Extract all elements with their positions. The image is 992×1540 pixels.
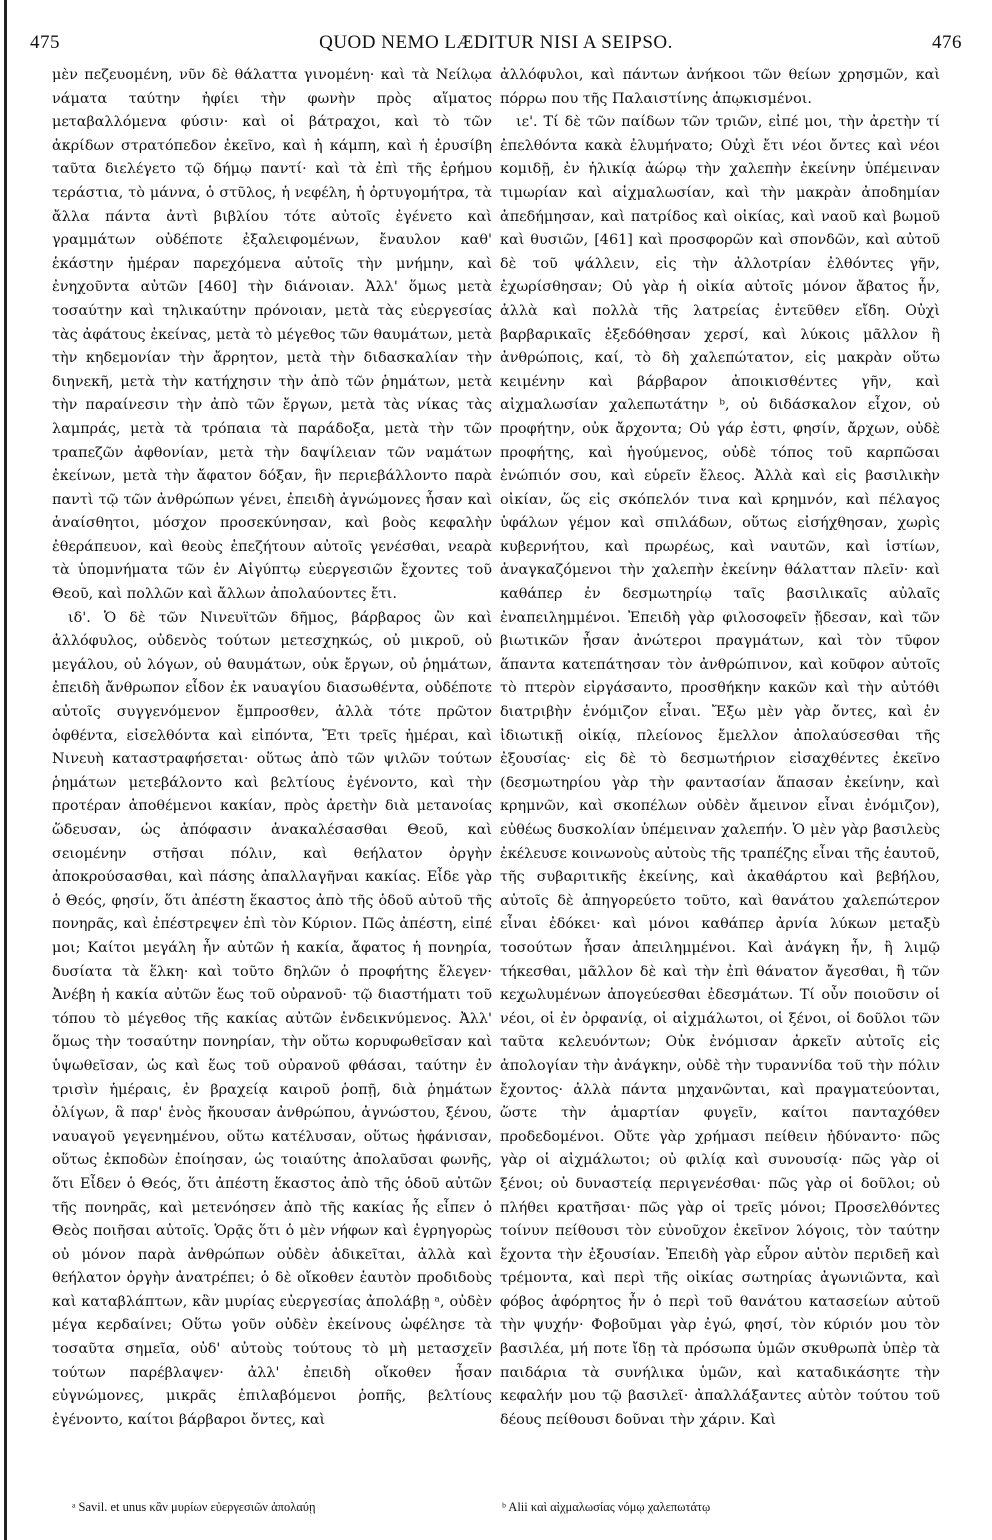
- paragraph: μὲν πεζευομένη, νῦν δὲ θάλαττα γινομένη· καὶ τὰ Νείλῳα νάματα ταύτην ἠφίει τὴν φωνὴν πρὸς αἵματος μεταβαλλόμενα φύσιν· καὶ οἱ βάτραχοι, καὶ τὸ τῶν ἀκρίδων στρατόπεδον ἐκεῖνο, καὶ ἡ κάμπη, καὶ ἡ ἐρυσίβη ταῦτα διελέγετο τῷ δήμῳ παντί· καὶ τὰ ἐπὶ τῆς ἐρήμου τεράστια, τὸ μάννα, ὁ στῦλος, ἡ νεφέλη, ἡ ὀρτυγομήτρα, τὰ ἄλλα πάντα ἀντὶ βιβλίου τότε αὐτοῖς ἐγένετο καὶ γραμμάτων οὐδέποτε ἐξαλειφομένων, ἔναυλον καθ' ἑκάστην ἡμέραν παρεχόμενα αὐτοῖς τὴν μνήμην, καὶ ἐνηχοῦντα αὐτῶν [460] τὴν διάνοιαν. Ἀλλ' ὅμως μετὰ τοσαύτην καὶ τηλικαύτην πρόνοιαν, μετὰ τὰς εὐεργεσίας τὰς ἀφάτους ἐκείνας, μετὰ τὸ μέγεθος τῶν θαυμάτων, μετὰ τὴν κηδεμονίαν τὴν ἄρρητον, μετὰ τὴν διδασκαλίαν τὴν διηνεκῆ, μετὰ τὴν κατήχησιν τὴν ἀπὸ τῶν ῥημάτων, μετὰ τὴν παραίνεσιν τὴν ἀπὸ τῶν ἔργων, μετὰ τὰς νίκας τὰς λαμπράς, μετὰ τὰ τρόπαια τὰ παράδοξα, μετὰ τὴν τῶν τραπεζῶν ἀφθονίαν, μετὰ τὴν δαψίλειαν τῶν ναμάτων ἐκείνων, μετὰ τὴν ἄφατον δόξαν, ἣν περιεβάλλοντο παρὰ παντὶ τῷ τῶν ἀνθρώπων γένει, ἐπειδὴ ἀγνώμονες ἦσαν καὶ ἀναίσθητοι, μόσχον προσεκύνησαν, καὶ βοὸς κεφαλὴν ἐθεράπευον, καὶ θεοὺς ἐπεζήτουν αὐτοῖς γενέσθαι, νεαρὰ τὰ ὑπομνήματα τῶν ἐν Αἰγύπτῳ εὐεργεσιῶν ἔχοντες τοῦ Θεοῦ, καὶ πολλῶν καὶ ἄλλων ἀπολαύοντες ἔτι.: [52, 67, 492, 603]
- footnote-b: ᵇ Alii καὶ αἰχμαλωσίας νόμῳ χαλεπωτάτῳ: [502, 1500, 711, 1514]
- binding-edge: [4, 0, 7, 1540]
- page-number-right: 476: [932, 32, 962, 53]
- footnote-a: ᵃ Savil. et unus κἂν μυρίων εὐεργεσιῶν ἀπολαύῃ: [72, 1500, 316, 1514]
- paragraph-section-14: ιδ'. Ὁ δὲ τῶν Νινευϊτῶν δῆμος, βάρβαρος ὢν καὶ ἀλλόφυλος, οὐδενὸς τούτων μετεσχηκώς, οὐ μικροῦ, οὐ μεγάλου, οὐ λόγων, οὐ θαυμάτων, οὐκ ἔργων, οὐ ῥημάτων, ἐπειδὴ ἄνθρωπον εἶδον ἐκ ναυαγίου διασωθέντα, οὐδέποτε αὐτοῖς συγγενόμενον ἔμπροσθεν, ἀλλὰ τότε πρῶτον ὀφθέντα, εἰσελθόντα καὶ εἰπόντα, Ἔτι τρεῖς ἡμέραι, καὶ Νινευὴ καταστραφήσεται· οὕτως ἀπὸ τῶν ψιλῶν τούτων ῥημάτων μετεβάλοντο καὶ βελτίους ἐγένοντο, καὶ τὴν προτέραν ἀποθέμενοι κακίαν, πρὸς ἀρετὴν διὰ μετανοίας ὥδευσαν, ὡς ἀπόφασιν ἀνακαλέσασθαι Θεοῦ, καὶ σειομένην στῆσαι πόλιν, καὶ θεήλατον ὀργὴν ἀποκρούσασθαι, καὶ πάσης ἀπαλλαγῆναι κακίας. Εἶδε γὰρ ὁ Θεός, φησίν, ὅτι ἀπέστη ἕκαστος ἀπὸ τῆς ὁδοῦ αὐτοῦ τῆς πονηρᾶς, καὶ ἐπέστρεψεν ἐπὶ τὸν Κύριον. Πῶς ἀπέστη, εἰπέ μοι; Καίτοι μεγάλη ἦν αὐτῶν ἡ κακία, ἄφατος ἡ πονηρία, δυσίατα τὰ ἕλκη· καὶ τοῦτο δηλῶν ὁ προφήτης ἔλεγεν· Ἀνέβη ἡ κακία αὐτῶν ἕως τοῦ οὐρανοῦ· τῷ διαστήματι τοῦ τόπου τὸ μέγεθος τῆς κακίας αὐτῶν ἐνδεικνύμενος. Ἀλλ' ὅμως τὴν τοσαύτην πονηρίαν, τὴν οὕτω κορυφωθεῖσαν καὶ ὑψωθεῖσαν, ὡς καὶ ἕως τοῦ οὐρανοῦ φθάσαι, ταύτην ἐν τρισὶν ἡμέραις, ἐν βραχείᾳ καιροῦ ῥοπῇ, διὰ ῥημάτων ὀλίγων, ἃ παρ' ἑνὸς ἤκουσαν ἀνθρώπου, ἀγνώστου, ξένου, ναυαγοῦ γεγενημένου, οὕτω κατέλυσαν, οὕτως ἠφάνισαν, οὕτως ἐκποδὼν ἐποίησαν, ὡς τοιαύτης ἀπολαῦσαι φωνῆς, ὅτι Εἶδεν ὁ Θεός, ὅτι ἀπέστη ἕκαστος ἀπὸ τῆς ὁδοῦ αὐτῶν τῆς πονηρᾶς, καὶ μετενόησεν ἀπὸ τῆς κακίας ἧς εἶπεν ὁ Θεὸς ποιῆσαι αὐτοῖς. Ὁρᾷς ὅτι ὁ μὲν νήφων καὶ ἐγρηγορὼς οὐ μόνον παρὰ ἀνθρώπων οὐδὲν ἀδικεῖται, ἀλλὰ καὶ θεήλατον ὀργὴν ἀνατρέπει; ὁ δὲ οἴκοθεν ἑαυτὸν προδιδοὺς καὶ καταβλάπτων, κἂν μυρίας εὐεργεσίας ἀπολάβῃ ᵃ, οὐδὲν μέγα κερδαίνει; Οὕτω γοῦν οὐδὲν ἐκείνους ὠφέλησε τὰ τοσαῦτα σημεῖα, οὐδ' αὐτοὺς τούτους τὸ μὴ μετασχεῖν τούτων παρέβλαψεν· ἀλλ' ἐπειδὴ οἴκοθεν ἦσαν εὐγνώμονες, μικρᾶς ἐπιλαβόμενοι ῥοπῆς, βελτίους ἐγένοντο, καίτοι βάρβαροι ὄντες, καὶ: [52, 609, 492, 1428]
- page-number-left: 475: [30, 32, 60, 53]
- paragraph: ἀλλόφυλοι, καὶ πάντων ἀνήκοοι τῶν θείων χρησμῶν, καὶ πόρρω που τῆς Παλαιστίνης ἀπῳκισμένοι.: [500, 67, 940, 107]
- footnotes: [52, 1500, 952, 1524]
- left-column: [52, 64, 492, 1464]
- running-header: [30, 32, 962, 60]
- paragraph-section-15: ιε'. Τί δὲ τῶν παίδων τῶν τριῶν, εἰπέ μοι, τὴν ἀρετὴν τί ἐπελθόντα κακὰ ἐλυμήνατο; Οὐχὶ ἔτι νέοι ὄντες καὶ νέοι κομιδῇ, ἐν ἡλικίᾳ ἀώρῳ τὴν χαλεπὴν ἐκείνην ὑπέμειναν τιμωρίαν καὶ αἰχμαλωσίαν, καὶ τὴν μακρὰν ἀποδημίαν ἀπεδήμησαν, καὶ πατρίδος καὶ οἰκίας, καὶ ναοῦ καὶ βωμοῦ καὶ θυσιῶν, [461] καὶ προσφορῶν καὶ σπονδῶν, καὶ αὐτοῦ δὲ τοῦ ψάλλειν, εἰς τὴν ἀλλοτρίαν ἐλθόντες γῆν, ἐχωρίσθησαν; Οὐ γὰρ ἡ οἰκία αὐτοῖς μόνον ἄβατος ἦν, ἀλλὰ καὶ πολλὰ τῆς λατρείας ἐντεῦθεν εἴδη. Οὐχὶ βαρβαρικαῖς ἐξεδόθησαν χερσί, καὶ λύκοις μᾶλλον ἢ ἀνθρώποις, καί, τὸ δὴ χαλεπώτατον, εἰς μακρὰν οὕτω κειμένην καὶ βάρβαρον ἀποικισθέντες γῆν, καὶ αἰχμαλωσίαν χαλεπωτάτην ᵇ, οὐ διδάσκαλον εἶχον, οὐ προφήτην, οὐκ ἄρχοντα; Οὐ γάρ ἐστι, φησίν, ἄρχων, οὐδὲ προφήτης, καὶ ἡγούμενος, οὐδὲ τόπος τοῦ καρπῶσαι ἐνώπιόν σου, καὶ εὑρεῖν ἔλεος. Ἀλλὰ καὶ εἰς βασιλικὴν οἰκίαν, ὥς εἰς σκόπελόν τινα καὶ κρημνόν, καὶ πέλαγος ὑφάλων γέμον καὶ σπιλάδων, οὕτως εἰσήχθησαν, χωρὶς κυβερνήτου, καὶ πρωρέως, καὶ ναυτῶν, καὶ ἱστίων, ἀναγκαζόμενοι τὴν χαλεπὴν ἐκείνην θάλατταν πλεῖν· καὶ καθάπερ ἐν δεσμωτηρίῳ ταῖς βασιλικαῖς αὐλαῖς ἐναπειλημμένοι. Ἐπειδὴ γὰρ φιλοσοφεῖν ᾔδεσαν, καὶ τῶν βιωτικῶν ἦσαν ἀνώτεροι πραγμάτων, καὶ τὸν τῦφον ἅπαντα κατεπάτησαν τὸν ἀνθρώπινον, καὶ κοῦφον αὐτοῖς τὸ πτερὸν εἰργάσαντο, προσθήκην κακῶν καὶ τὴν αὐτόθι διατριβὴν ἐνόμιζον εἶναι. Ἔξω μὲν γὰρ ὄντες, καὶ ἐν ἰδιωτικῇ οἰκίᾳ, πλείονος ἔμελλον ἀπολαύσεσθαι τῆς ἐξουσίας· εἰς δὲ τὸ δεσμωτήριον εἰσαχθέντες ἐκεῖνο (δεσμωτηρίου γὰρ τὴν φαντασίαν ἅπασαν ἐκείνην, καὶ κρημνῶν, καὶ σκοπέλων οὐδὲν ἄμεινον εἶναι ἐνόμιζον), εὐθέως δυσκολίαν ὑπέμειναν χαλεπήν. Ὁ μὲν γὰρ βασιλεὺς ἐκέλευσε κοινωνοὺς αὐτοὺς τῆς τραπέζης εἶναι τῆς ἑαυτοῦ, τῆς συβαριτικῆς ἐκείνης, καὶ ἀκαθάρτου καὶ βεβήλου, αὐτοῖς δὲ ἀπηγορεύετο τοῦτο, καὶ θανάτου χαλεπώτερον εἶναι ἐδόκει· καὶ μόνοι καθάπερ ἀρνία λύκων μεταξὺ τοσούτων ἦσαν ἀπειλημμένοι. Καὶ ἀνάγκη ἦν, ἢ λιμῷ τήκεσθαι, μᾶλλον δὲ καὶ τὴν ἐπὶ θάνατον ἄγεσθαι, ἢ τῶν κεχωλυμένων ἀπογεύεσθαι ἐδεσμάτων. Τί οὖν ποιοῦσιν οἱ νέοι, οἱ ἐν ὀρφανίᾳ, οἱ αἰχμάλωτοι, οἱ ξένοι, οἱ δοῦλοι τῶν ταῦτα κελευόντων; Οὐκ ἐνόμισαν ἀρκεῖν αὐτοῖς εἰς ἀπολογίαν τὴν ἀνάγκην, οὐδὲ τὴν τυραννίδα τοῦ τὴν πόλιν ἔχοντος· ἀλλὰ πάντα μηχανῶνται, καὶ πραγματεύονται, ὥστε τὴν ἁμαρτίαν φυγεῖν, καίτοι πανταχόθεν προδεδομένοι. Οὔτε γὰρ χρήμασι πείθειν ἠδύναντο· πῶς γὰρ οἱ αἰχμάλωτοι; οὐ φιλίᾳ καὶ συνουσίᾳ· πῶς γὰρ οἱ ξένοι; οὐ δυναστείᾳ περιγενέσθαι· πῶς γὰρ οἱ δοῦλοι; οὐ πλήθει κρατῆσαι· πῶς γὰρ οἱ τρεῖς μόνοι; Προσελθόντες τοίνυν πείθουσι τὸν εὐνοῦχον ἐκεῖνον λόγοις, τὸν ταύτην ἔχοντα τὴν ἐξουσίαν. Ἐπειδὴ γὰρ εὗρον αὐτὸν περιδεῆ καὶ τρέμοντα, καὶ περὶ τῆς οἰκίας σωτηρίας ἀγωνιῶντα, καὶ φόβος ἀφόρητος ἦν ὁ περὶ τοῦ θανάτου κατασείων αὐτοῦ τὴν ψυχήν· Φοβοῦμαι γὰρ ἐγώ, φησί, τὸν κύριόν μου τὸν βασιλέα, μή ποτε ἴδῃ τὰ πρόσωπα ὑμῶν σκυθρωπὰ ὑπὲρ τὰ παιδάρια τὰ συνήλικα ὑμῶν, καὶ καταδικάσητε τὴν κεφαλήν μου τῷ βασιλεῖ· ἀπαλλάξαντες αὐτὸν τούτου τοῦ δέους πείθουσι δοῦναι τὴν χάριν. Καὶ: [500, 114, 940, 1428]
- right-column: [500, 64, 940, 1464]
- running-title: QUOD NEMO LÆDITUR NISI A SEIPSO.: [319, 32, 673, 53]
